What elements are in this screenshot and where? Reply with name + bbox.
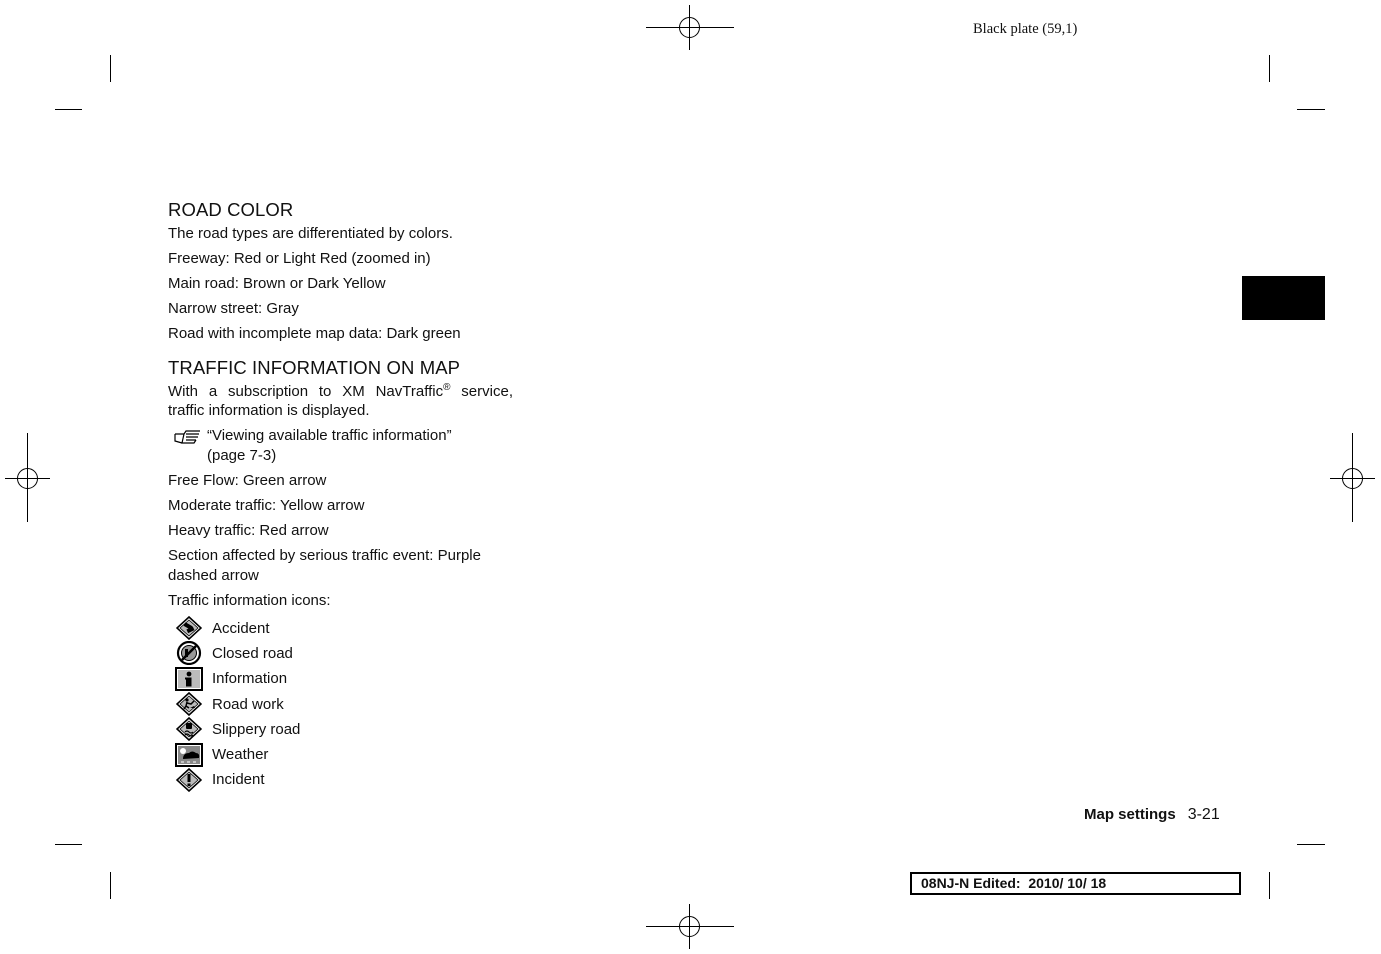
- traffic-icons-caption: Traffic information icons:: [168, 591, 331, 609]
- list-item: [168, 616, 513, 641]
- icon-label: Incident: [212, 771, 265, 789]
- main-content: [168, 198, 513, 793]
- pointing-hand-icon: [174, 429, 202, 445]
- traffic-intro-text: With a subscription to XM NavTraffic: [168, 382, 444, 400]
- closed-road-icon: [174, 641, 204, 665]
- icon-label: Road work: [212, 695, 284, 713]
- road-work-icon: [174, 692, 204, 716]
- list-item: [168, 742, 513, 767]
- traffic-intro: [168, 382, 513, 421]
- list-item: [168, 641, 513, 666]
- incident-icon: [174, 768, 204, 792]
- road-color-line: Narrow street: Gray: [168, 300, 299, 317]
- registered-mark: ®: [443, 381, 451, 393]
- chapter-tab-marker: [1242, 276, 1325, 320]
- road-color-line: Road with incomplete map data: Dark green: [168, 325, 461, 342]
- road-color-line: The road types are differentiated by colors.: [168, 225, 453, 242]
- icon-label: Closed road: [212, 644, 293, 662]
- traffic-icon-list: [168, 616, 513, 793]
- accident-icon: [174, 616, 204, 640]
- road-color-line: Main road: Brown or Dark Yellow: [168, 275, 386, 292]
- traffic-flow-line: Free Flow: Green arrow: [168, 472, 327, 489]
- traffic-intro-text-end: service, traffic information is displayed.: [168, 382, 513, 419]
- icon-label: Information: [212, 670, 288, 688]
- icon-label: Accident: [212, 619, 270, 637]
- list-item: [168, 717, 513, 742]
- page-footer: [1084, 806, 1220, 824]
- page-reference-page: (page 7-3): [207, 446, 277, 464]
- traffic-flow-line: Heavy traffic: Red arrow: [168, 522, 329, 539]
- icon-label: Weather: [212, 746, 269, 764]
- information-icon: [174, 667, 204, 691]
- icon-label: Slippery road: [212, 720, 301, 738]
- page-number: 3-21: [1187, 806, 1220, 823]
- road-color-heading: ROAD COLOR: [168, 199, 294, 220]
- list-item: [168, 666, 513, 691]
- page-reference-title: “Viewing available traffic information”: [207, 427, 452, 444]
- weather-icon: [174, 743, 204, 767]
- edited-stamp: 08NJ-N Edited: 2010/ 10/ 18: [910, 872, 1241, 895]
- section-title: Map settings: [1084, 806, 1176, 823]
- plate-label: Black plate (59,1): [973, 21, 1078, 37]
- traffic-flow-line: Section affected by serious traffic event: Purple dashed arrow: [168, 547, 481, 584]
- road-color-line: Freeway: Red or Light Red (zoomed in): [168, 250, 431, 267]
- slippery-road-icon: [174, 717, 204, 741]
- page-reference: [168, 426, 513, 465]
- traffic-heading: TRAFFIC INFORMATION ON MAP: [168, 356, 461, 378]
- list-item: [168, 767, 513, 792]
- list-item: [168, 691, 513, 716]
- traffic-flow-line: Moderate traffic: Yellow arrow: [168, 497, 365, 514]
